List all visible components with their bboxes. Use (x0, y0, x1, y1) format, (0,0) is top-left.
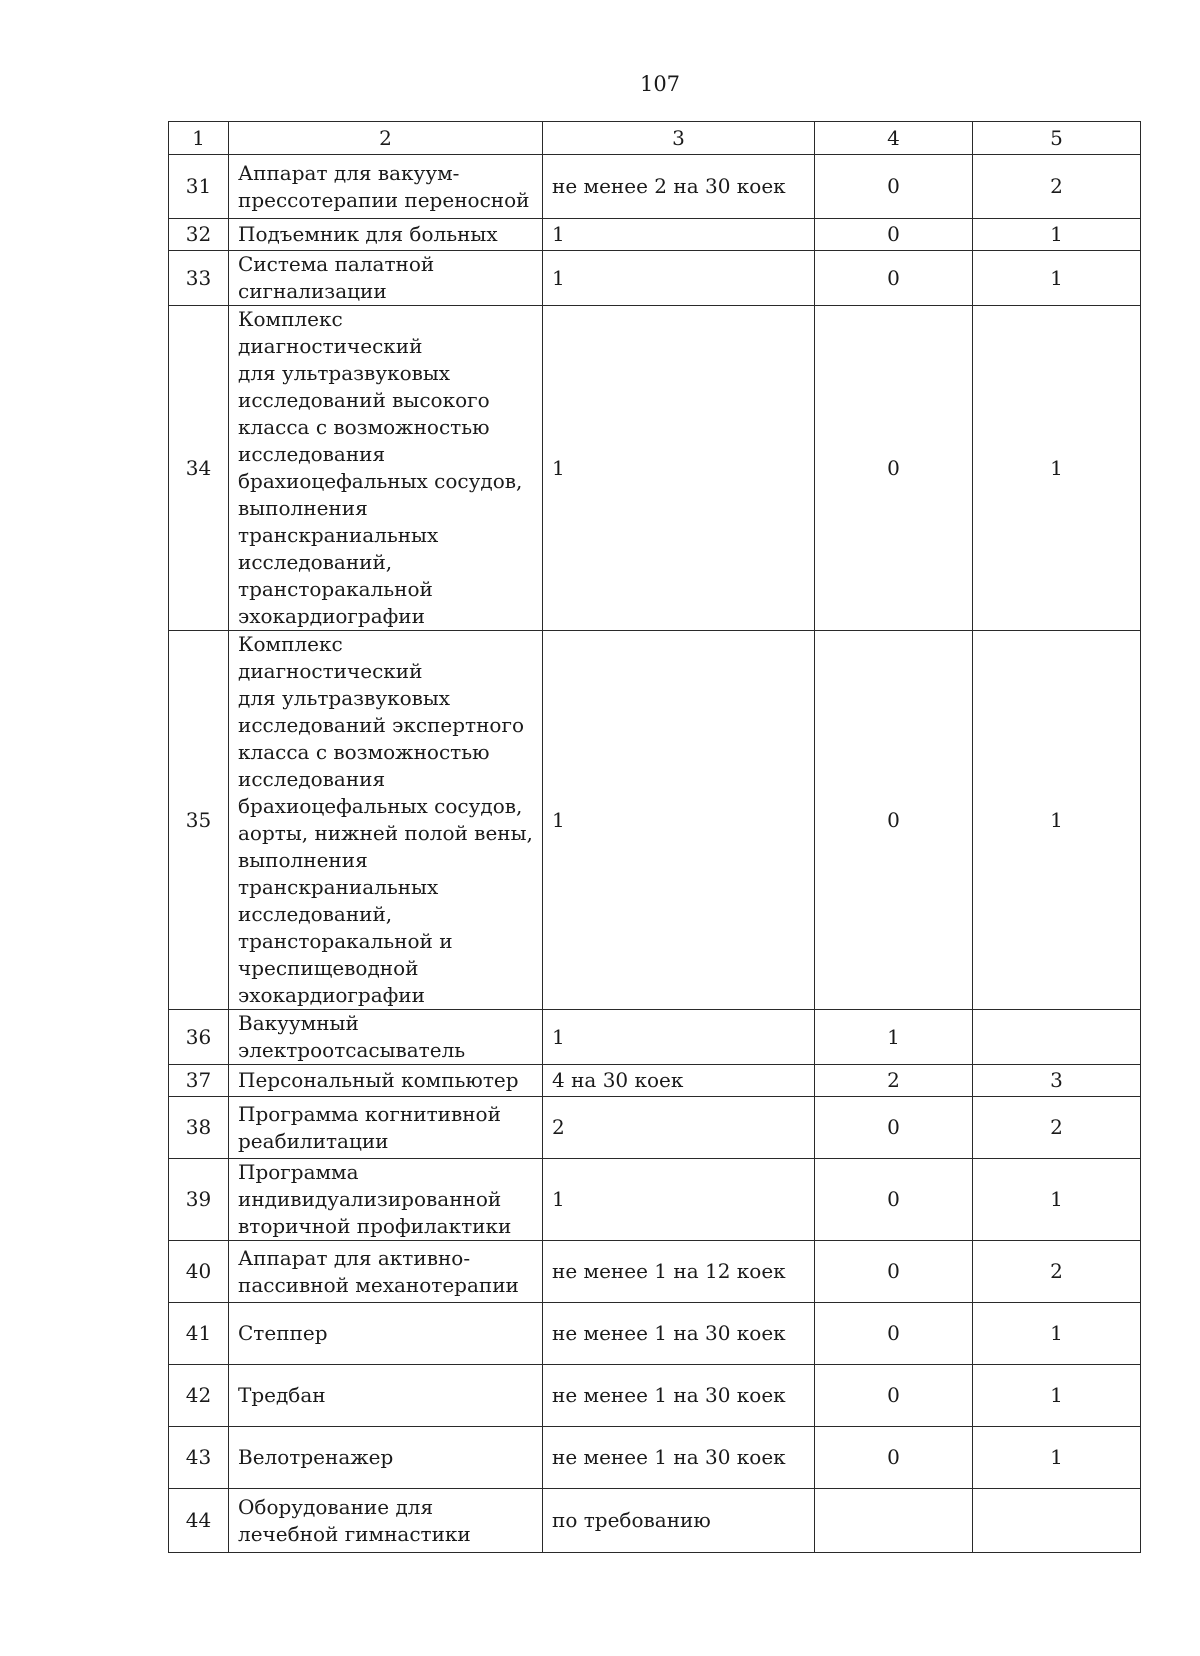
equipment-name-cell: Комплекс диагностический для ультразвуковых исследований экспертного класса с возможностью исследования брахиоцефальных сосудов, аорты, нижней полой вены, выполнения транскраниальных исследований, трансторакальной и чреспищеводной эхокардиографии (229, 631, 543, 1010)
column-5-value-cell (973, 1010, 1141, 1065)
row-number-cell: 40 (169, 1241, 229, 1303)
column-4-value-cell: 0 (815, 1159, 973, 1241)
equipment-name-cell: Программа когнитивной реабилитации (229, 1097, 543, 1159)
column-5-value-cell: 1 (973, 1365, 1141, 1427)
equipment-name-cell: Программа индивидуализированной вторичной профилактики (229, 1159, 543, 1241)
column-5-value-cell: 1 (973, 1159, 1141, 1241)
header-cell-2: 2 (229, 122, 543, 155)
quantity-norm-cell: не менее 1 на 30 коек (543, 1365, 815, 1427)
quantity-norm-cell: не менее 1 на 12 коек (543, 1241, 815, 1303)
table-row (169, 1241, 1141, 1303)
column-5-value-cell: 2 (973, 155, 1141, 219)
column-5-value-cell: 2 (973, 1097, 1141, 1159)
equipment-table-container (168, 121, 1140, 1553)
equipment-name-cell: Подъемник для больных (229, 219, 543, 251)
equipment-name-cell: Оборудование для лечебной гимнастики (229, 1489, 543, 1553)
table-row (169, 1427, 1141, 1489)
column-5-value-cell: 1 (973, 1427, 1141, 1489)
table-row (169, 1097, 1141, 1159)
column-5-value-cell: 1 (973, 251, 1141, 306)
column-4-value-cell: 0 (815, 251, 973, 306)
quantity-norm-cell: 1 (543, 1010, 815, 1065)
header-row (169, 122, 1141, 155)
equipment-name-cell: Тредбан (229, 1365, 543, 1427)
column-4-value-cell: 1 (815, 1010, 973, 1065)
table-row (169, 631, 1141, 1010)
row-number-cell: 34 (169, 306, 229, 631)
quantity-norm-cell: по требованию (543, 1489, 815, 1553)
row-number-cell: 41 (169, 1303, 229, 1365)
row-number-cell: 39 (169, 1159, 229, 1241)
column-4-value-cell: 0 (815, 219, 973, 251)
equipment-name-cell: Персональный компьютер (229, 1065, 543, 1097)
row-number-cell: 32 (169, 219, 229, 251)
quantity-norm-cell: 1 (543, 1159, 815, 1241)
table-row (169, 1159, 1141, 1241)
table-row (169, 1010, 1141, 1065)
quantity-norm-cell: 1 (543, 219, 815, 251)
column-5-value-cell: 3 (973, 1065, 1141, 1097)
column-4-value-cell: 0 (815, 1427, 973, 1489)
column-5-value-cell: 1 (973, 631, 1141, 1010)
column-5-value-cell: 2 (973, 1241, 1141, 1303)
table-row (169, 219, 1141, 251)
column-5-value-cell (973, 1489, 1141, 1553)
equipment-table (168, 121, 1141, 1553)
table-row (169, 155, 1141, 219)
equipment-name-cell: Система палатной сигнализации (229, 251, 543, 306)
row-number-cell: 42 (169, 1365, 229, 1427)
row-number-cell: 37 (169, 1065, 229, 1097)
quantity-norm-cell: 4 на 30 коек (543, 1065, 815, 1097)
column-4-value-cell: 0 (815, 631, 973, 1010)
row-number-cell: 43 (169, 1427, 229, 1489)
quantity-norm-cell: 1 (543, 631, 815, 1010)
column-4-value-cell: 0 (815, 1097, 973, 1159)
header-cell-5: 5 (973, 122, 1141, 155)
row-number-cell: 35 (169, 631, 229, 1010)
equipment-name-cell: Велотренажер (229, 1427, 543, 1489)
header-cell-1: 1 (169, 122, 229, 155)
row-number-cell: 33 (169, 251, 229, 306)
table-row (169, 306, 1141, 631)
quantity-norm-cell: 1 (543, 306, 815, 631)
table-row (169, 1365, 1141, 1427)
table-row (169, 1303, 1141, 1365)
row-number-cell: 36 (169, 1010, 229, 1065)
column-5-value-cell: 1 (973, 219, 1141, 251)
column-4-value-cell: 0 (815, 306, 973, 631)
column-4-value-cell: 0 (815, 155, 973, 219)
table-row (169, 1065, 1141, 1097)
column-4-value-cell (815, 1489, 973, 1553)
row-number-cell: 31 (169, 155, 229, 219)
quantity-norm-cell: 1 (543, 251, 815, 306)
header-cell-3: 3 (543, 122, 815, 155)
column-4-value-cell: 0 (815, 1241, 973, 1303)
table-row (169, 251, 1141, 306)
table-body (169, 155, 1141, 1553)
table-row (169, 1489, 1141, 1553)
column-4-value-cell: 2 (815, 1065, 973, 1097)
equipment-name-cell: Вакуумный электроотсасыватель (229, 1010, 543, 1065)
row-number-cell: 44 (169, 1489, 229, 1553)
header-cell-4: 4 (815, 122, 973, 155)
quantity-norm-cell: не менее 2 на 30 коек (543, 155, 815, 219)
quantity-norm-cell: 2 (543, 1097, 815, 1159)
equipment-name-cell: Комплекс диагностический для ультразвуковых исследований высокого класса с возможностью исследования брахиоцефальных сосудов, выполнения транскраниальных исследований, трансторакальной эхокардиографии (229, 306, 543, 631)
quantity-norm-cell: не менее 1 на 30 коек (543, 1303, 815, 1365)
equipment-name-cell: Аппарат для активно- пассивной механотерапии (229, 1241, 543, 1303)
equipment-name-cell: Аппарат для вакуум- прессотерапии переносной (229, 155, 543, 219)
quantity-norm-cell: не менее 1 на 30 коек (543, 1427, 815, 1489)
column-4-value-cell: 0 (815, 1303, 973, 1365)
equipment-name-cell: Степпер (229, 1303, 543, 1365)
column-5-value-cell: 1 (973, 1303, 1141, 1365)
row-number-cell: 38 (169, 1097, 229, 1159)
column-5-value-cell: 1 (973, 306, 1141, 631)
page-number: 107 (639, 72, 681, 96)
column-4-value-cell: 0 (815, 1365, 973, 1427)
